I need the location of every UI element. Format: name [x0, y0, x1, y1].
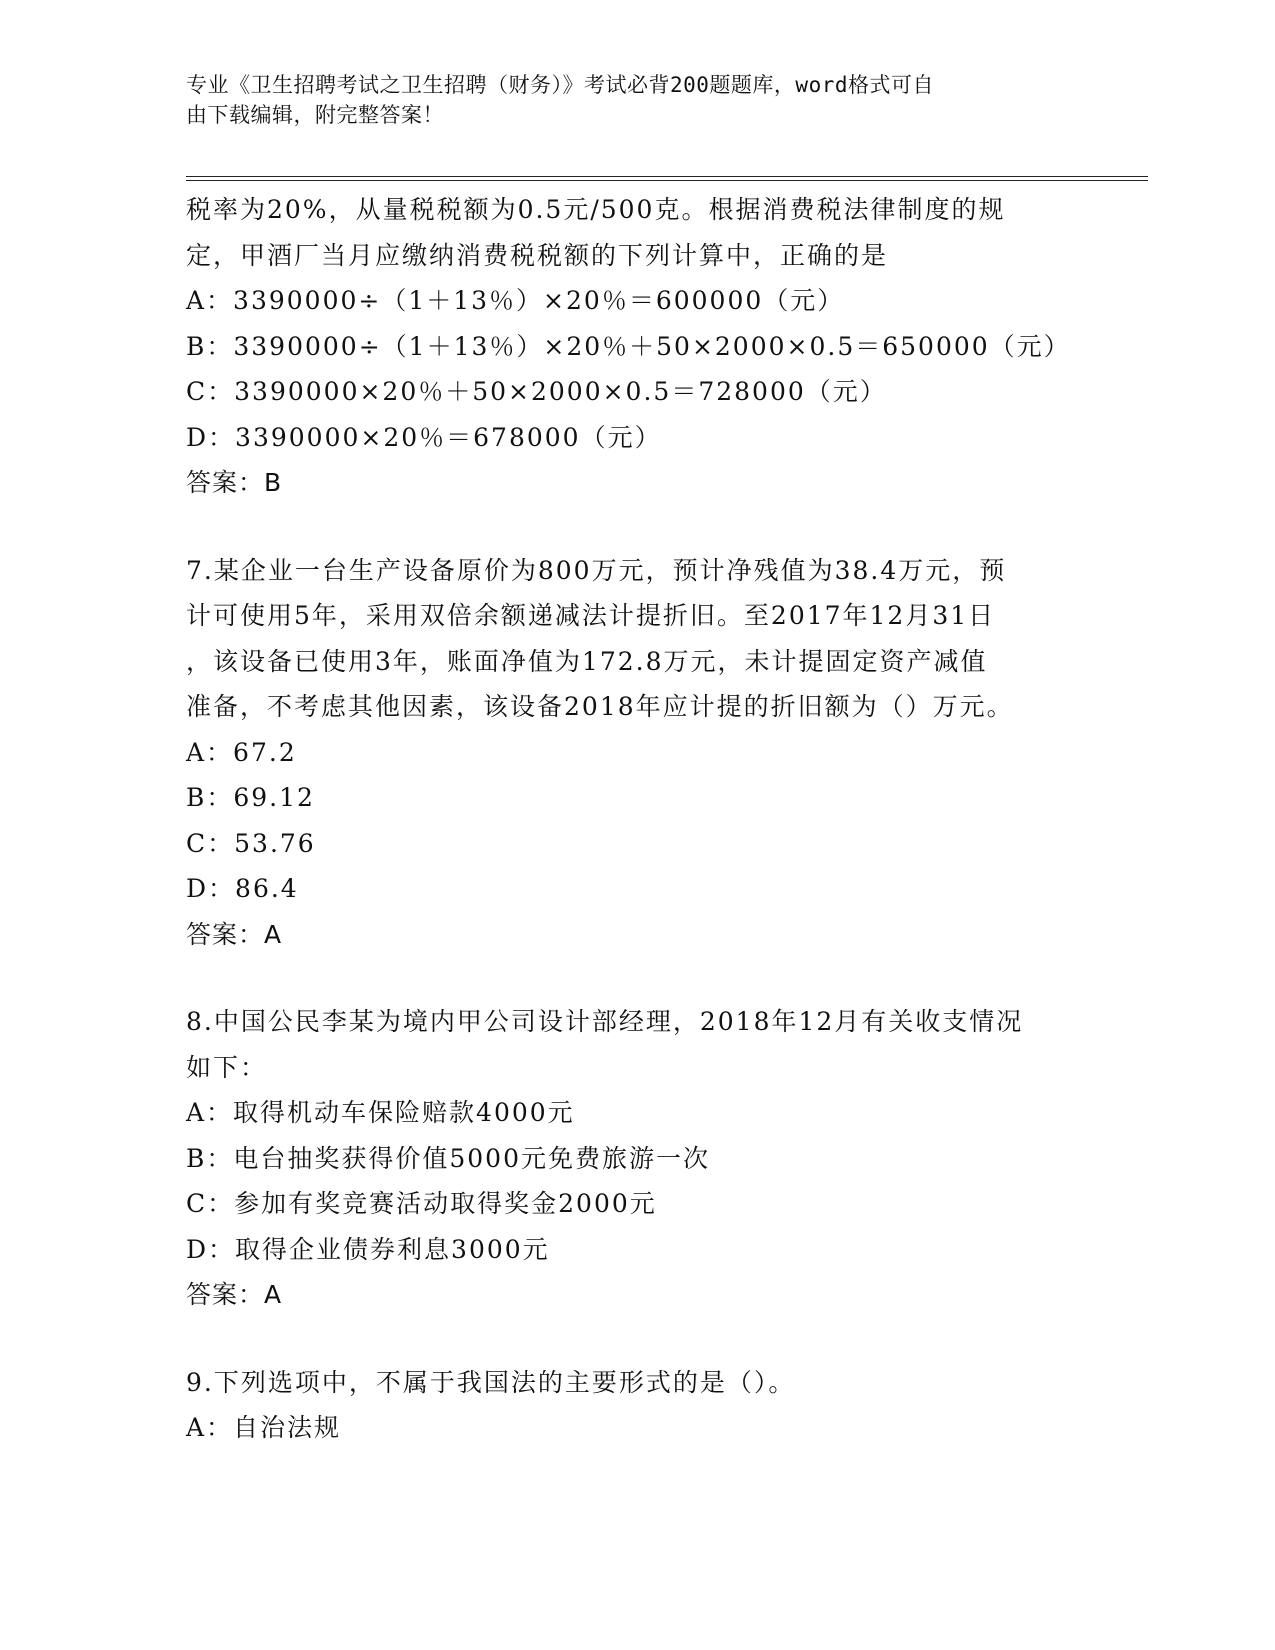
question-8-option-a: A：取得机动车保险赔款4000元	[186, 1098, 575, 1127]
question-8-text-line-2: 如下：	[186, 1052, 268, 1082]
question-6-option-c: C：3390000×20％＋50×2000×0.5＝728000（元）	[186, 377, 887, 406]
question-8-answer: 答案：A	[186, 1280, 283, 1309]
question-7-text-line-1: 7.某企业一台生产设备原价为800万元，预计净残值为38.4万元，预	[186, 555, 1007, 585]
question-7-option-c: C：53.76	[186, 828, 316, 858]
question-8-option-c: C：参加有奖竞赛活动取得奖金2000元	[186, 1189, 657, 1218]
question-8-option-d: D：取得企业债券利息3000元	[186, 1234, 550, 1264]
question-spacer	[186, 957, 1086, 999]
question-8	[186, 999, 1086, 1318]
document-header	[186, 70, 1066, 130]
question-9-option-a: A：自治法规	[186, 1413, 342, 1442]
question-6-option-b: B：3390000÷（1＋13％）×20％＋50×2000×0.5＝650000（元）	[186, 331, 1071, 361]
question-spacer	[186, 506, 1086, 548]
question-9	[186, 1360, 1086, 1451]
question-7-option-d: D：86.4	[186, 874, 299, 903]
question-spacer	[186, 1318, 1086, 1360]
document-body	[186, 187, 1086, 1451]
header-line-2: 由下载编辑，附完整答案！	[186, 103, 444, 127]
question-7-option-b: B：69.12	[186, 783, 315, 812]
question-7-text-line-4: 准备，不考虑其他因素，该设备2018年应计提的折旧额为（）万元。	[186, 692, 1014, 721]
question-7-option-a: A：67.2	[186, 737, 297, 767]
question-7	[186, 548, 1086, 958]
question-9-text-line-1: 9.下列选项中，不属于我国法的主要形式的是（）。	[186, 1367, 796, 1397]
header-line-1: 专业《卫生招聘考试之卫生招聘（财务）》考试必背200题题库，word格式可自	[186, 73, 934, 97]
question-6-text-line-2: 定，甲酒厂当月应缴纳消费税税额的下列计算中，正确的是	[186, 240, 889, 270]
header-divider	[186, 176, 1148, 181]
question-6-answer: 答案：B	[186, 468, 283, 497]
question-7-answer: 答案：A	[186, 919, 283, 949]
question-6	[186, 187, 1086, 506]
question-7-text-line-2: 计可使用5年，采用双倍余额递减法计提折旧。至2017年12月31日	[186, 601, 996, 630]
question-8-text-line-1: 8.中国公民李某为境内甲公司设计部经理，2018年12月有关收支情况	[186, 1007, 1024, 1036]
question-8-option-b: B：电台抽奖获得价值5000元免费旅游一次	[186, 1143, 710, 1173]
question-6-text-line-1: 税率为20%，从量税税额为0.5元/500克。根据消费税法律制度的规	[186, 195, 1006, 224]
question-6-option-a: A：3390000÷（1＋13％）×20％＝600000（元）	[186, 286, 845, 315]
question-7-text-line-3: ，该设备已使用3年，账面净值为172.8万元，未计提固定资产减值	[186, 646, 988, 676]
question-6-option-d: D：3390000×20％＝678000（元）	[186, 422, 662, 452]
